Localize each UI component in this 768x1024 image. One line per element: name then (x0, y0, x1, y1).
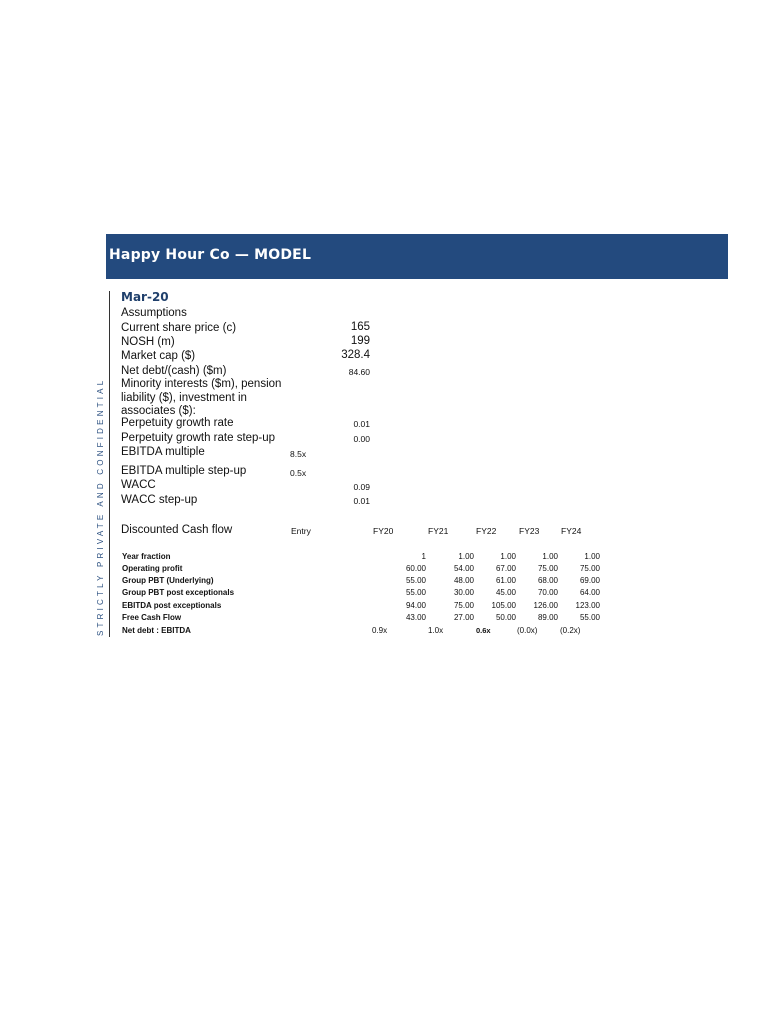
table-cell: 64.00 (579, 588, 600, 597)
nosh-value: 199 (350, 335, 370, 347)
table-cell: 1.00 (542, 552, 558, 561)
table-cell: 27.00 (453, 613, 474, 622)
table-cell: 1.0x (428, 626, 444, 635)
table-cell: 69.00 (579, 576, 600, 585)
table-cell: 45.00 (495, 588, 516, 597)
wacc-step-value: 0.01 (353, 496, 370, 506)
wacc-value: 0.09 (353, 482, 370, 492)
table-cell: 75.00 (453, 601, 474, 610)
table-cell: 0.6x (476, 626, 491, 635)
share-price-value: 165 (350, 321, 370, 333)
table-cell: 61.00 (495, 576, 516, 585)
col-header-fy21: FY21 (428, 526, 449, 536)
table-cell: 89.00 (537, 613, 558, 622)
table-cell: (0.0x) (517, 626, 538, 635)
table-cell: 1 (421, 552, 426, 561)
row-label-operating-profit: Operating profit (122, 564, 183, 573)
table-cell: 55.00 (405, 576, 426, 585)
left-rule (109, 291, 110, 637)
table-cell: 70.00 (537, 588, 558, 597)
perp-growth-step-label: Perpetuity growth rate step-up (121, 432, 276, 444)
table-cell: 30.00 (453, 588, 474, 597)
table-cell: 60.00 (405, 564, 426, 573)
table-cell: 75.00 (579, 564, 600, 573)
col-header-fy24: FY24 (561, 526, 582, 536)
table-cell: 1.00 (500, 552, 516, 561)
wacc-step-label: WACC step-up (121, 494, 198, 506)
assumptions-heading: Assumptions (121, 307, 187, 319)
col-header-fy23: FY23 (519, 526, 540, 536)
row-label-free-cash-flow: Free Cash Flow (122, 613, 182, 622)
table-cell: 0.9x (372, 626, 388, 635)
table-cell: 1.00 (458, 552, 474, 561)
net-debt-value: 84.60 (348, 367, 370, 377)
perp-growth-value: 0.01 (353, 419, 370, 429)
col-header-fy20: FY20 (373, 526, 394, 536)
table-cell: 48.00 (453, 576, 474, 585)
model-date: Mar-20 (121, 290, 169, 304)
title-banner (106, 234, 728, 279)
dcf-title: Discounted Cash flow (121, 524, 233, 536)
perp-growth-step-value: 0.00 (353, 434, 370, 444)
row-label-group-pbt-post-exceptionals: Group PBT post exceptionals (122, 588, 235, 597)
table-cell: 43.00 (405, 613, 426, 622)
ebitda-multiple-step-value: 0.5x (290, 468, 307, 478)
table-cell: 67.00 (495, 564, 516, 573)
col-header-entry: Entry (291, 526, 311, 536)
table-cell: 94.00 (405, 601, 426, 610)
table-cell: 126.00 (533, 601, 558, 610)
table-cell: 75.00 (537, 564, 558, 573)
net-debt-label: Net debt/(cash) ($m) (121, 365, 227, 377)
confidential-watermark: STRICTLY PRIVATE AND CONFIDENTIAL (96, 377, 105, 636)
table-cell: 68.00 (537, 576, 558, 585)
market-cap-value: 328.4 (341, 349, 370, 361)
nosh-label: NOSH (m) (121, 336, 175, 348)
minority-label: Minority interests ($m), pension liability ($), investment in associates ($): (121, 378, 282, 417)
table-cell: (0.2x) (560, 626, 581, 635)
table-cell: 1.00 (584, 552, 600, 561)
ebitda-multiple-label: EBITDA multiple (121, 446, 205, 458)
table-cell: 55.00 (579, 613, 600, 622)
row-label-group-pbt-underlying: Group PBT (Underlying) (122, 576, 214, 585)
ebitda-multiple-value: 8.5x (290, 449, 307, 459)
table-cell: 55.00 (405, 588, 426, 597)
ebitda-multiple-step-label: EBITDA multiple step-up (121, 465, 247, 477)
table-cell: 123.00 (575, 601, 600, 610)
table-cell: 54.00 (453, 564, 474, 573)
table-cell: 50.00 (495, 613, 516, 622)
wacc-label: WACC (121, 479, 156, 491)
table-cell: 105.00 (491, 601, 516, 610)
col-header-fy22: FY22 (476, 526, 497, 536)
page-title: Happy Hour Co — MODEL (109, 247, 312, 263)
row-label-ebitda-post-exceptionals: EBITDA post exceptionals (122, 601, 222, 610)
perp-growth-label: Perpetuity growth rate (121, 417, 234, 429)
market-cap-label: Market cap ($) (121, 350, 196, 362)
share-price-label: Current share price (c) (121, 322, 237, 334)
row-label-net-debt-ebitda: Net debt : EBITDA (122, 626, 191, 635)
row-label-year-fraction: Year fraction (122, 552, 171, 561)
